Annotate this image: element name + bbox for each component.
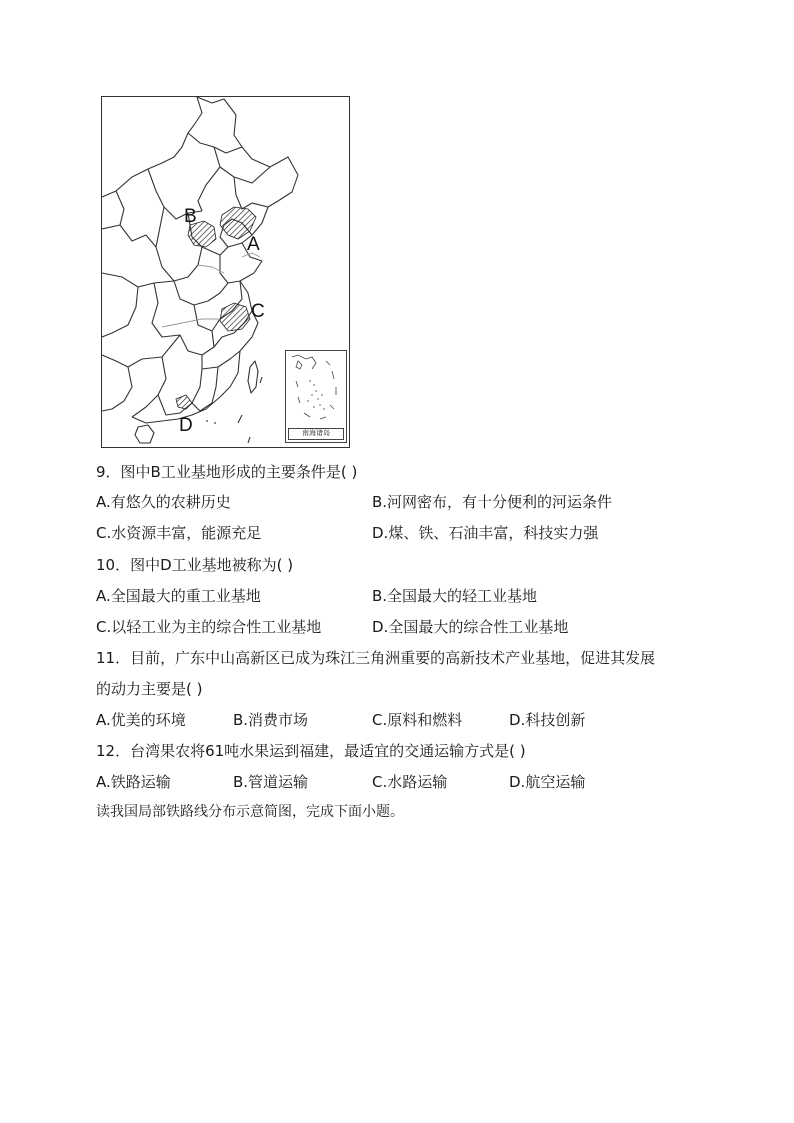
q10-option-c[interactable]: C.以轻工业为主的综合性工业基地: [96, 618, 322, 636]
q12-option-b[interactable]: B.管道运输: [233, 773, 309, 791]
q11-option-d[interactable]: D.科技创新: [509, 711, 586, 729]
q9-option-b[interactable]: B.河网密布，有十分便利的河运条件: [372, 493, 613, 511]
section-instruction: 读我国局部铁路线分布示意简图，完成下面小题。: [96, 804, 404, 820]
q11-stem-line2: 的动力主要是( ): [96, 680, 203, 698]
q11-stem-line1: 11．目前，广东中山高新区已成为珠江三角洲重要的高新技术产业基地，促进其发展: [96, 649, 656, 667]
map-label-a: A: [247, 234, 260, 255]
industrial-base-d-hatch: [176, 395, 192, 409]
q12-stem: 12．台湾果农将61吨水果运到福建，最适宜的交通运输方式是( ): [96, 742, 526, 760]
map-label-d: D: [179, 415, 193, 436]
map-label-b: B: [184, 206, 197, 227]
q12-option-c[interactable]: C.水路运输: [372, 773, 448, 791]
q9-option-a[interactable]: A.有悠久的农耕历史: [96, 493, 231, 511]
map-figure: [101, 96, 350, 448]
south-china-sea-inset: [285, 350, 347, 443]
q9-stem: 9．图中B工业基地形成的主要条件是( ): [96, 463, 358, 481]
industrial-base-c-hatch: [220, 303, 250, 331]
q9-option-c[interactable]: C.水资源丰富，能源充足: [96, 524, 262, 542]
inset-caption: 南海诸岛: [288, 428, 344, 440]
map-label-c: C: [251, 301, 265, 322]
q10-option-b[interactable]: B.全国最大的轻工业基地: [372, 587, 538, 605]
q12-option-d[interactable]: D.航空运输: [509, 773, 586, 791]
q10-stem: 10．图中D工业基地被称为( ): [96, 556, 294, 574]
q11-option-a[interactable]: A.优美的环境: [96, 711, 186, 729]
q12-option-a[interactable]: A.铁路运输: [96, 773, 171, 791]
border-north: [102, 97, 202, 197]
q10-option-d[interactable]: D.全国最大的综合性工业基地: [372, 618, 569, 636]
q9-option-d[interactable]: D.煤、铁、石油丰富，科技实力强: [372, 524, 599, 542]
q11-option-c[interactable]: C.原料和燃料: [372, 711, 463, 729]
inset-outline: [286, 351, 346, 431]
q11-option-b[interactable]: B.消费市场: [233, 711, 309, 729]
q10-option-a[interactable]: A.全国最大的重工业基地: [96, 587, 261, 605]
